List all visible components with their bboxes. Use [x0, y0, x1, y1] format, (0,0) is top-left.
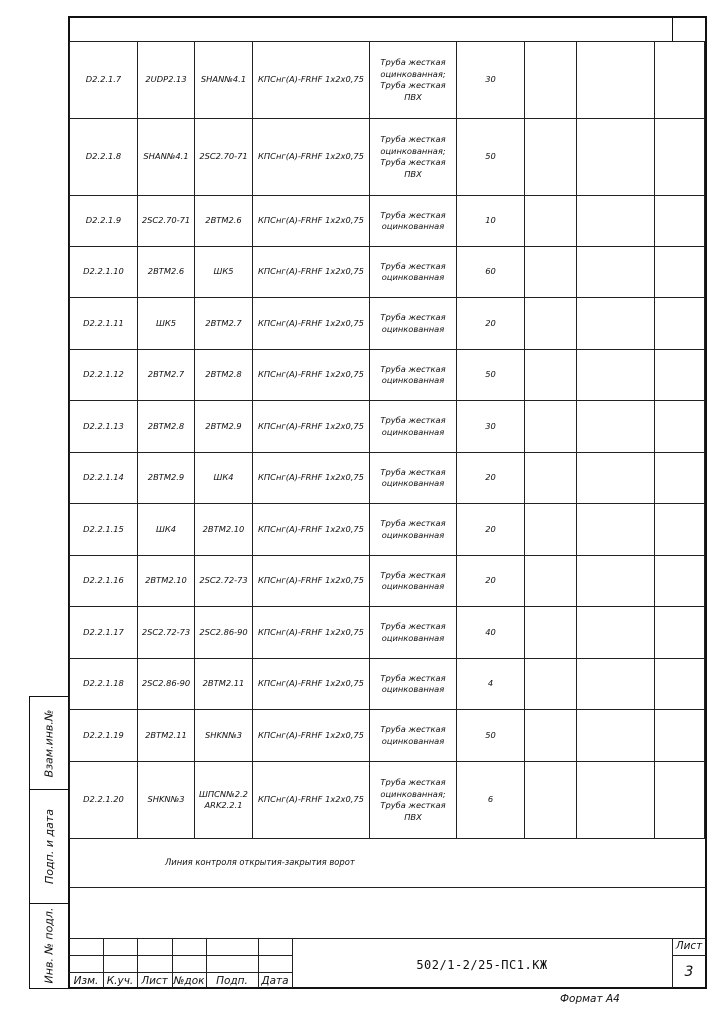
cell-id: D2.2.1.16 — [70, 556, 138, 607]
cell-empty — [655, 762, 705, 839]
cell-conduit: Труба жесткая оцинкованная — [370, 710, 457, 762]
cell-from: ШК4 — [138, 504, 195, 556]
cell-empty — [577, 504, 655, 556]
cell-empty — [577, 710, 655, 762]
tb-line — [69, 938, 706, 939]
cell-length: 20 — [457, 504, 525, 556]
cell-id: D2.2.1.12 — [70, 350, 138, 401]
cell-empty — [525, 298, 577, 350]
cell-conduit: Труба жесткая оцинкованная — [370, 350, 457, 401]
tb-label-kuch: К.уч. — [106, 975, 134, 987]
cell-empty — [655, 42, 705, 119]
cell-from: ШК5 — [138, 298, 195, 350]
cell-empty — [655, 196, 705, 247]
cable-table — [69, 41, 705, 839]
cell-conduit: Труба жесткая оцинкованная — [370, 659, 457, 710]
table-row — [70, 350, 705, 401]
cell-empty — [577, 42, 655, 119]
table-row — [70, 762, 705, 839]
cell-empty — [577, 659, 655, 710]
cell-conduit: Труба жесткая оцинкованная — [370, 504, 457, 556]
document-code: 502/1-2/25-ПС1.КЖ — [416, 958, 548, 972]
cell-conduit: Труба жесткая оцинкованная — [370, 453, 457, 504]
table-row — [70, 710, 705, 762]
cell-empty — [577, 607, 655, 659]
cell-cable: КПСнг(А)-FRHF 1х2х0,75 — [253, 247, 370, 298]
side-cell-podp — [30, 789, 68, 903]
tb-sheet-number: 3 — [684, 964, 694, 980]
cell-empty — [577, 401, 655, 453]
cell-cable: КПСнг(А)-FRHF 1х2х0,75 — [253, 196, 370, 247]
format-label: Формат А4 — [560, 993, 620, 1005]
cell-to: 2BTM2.11 — [195, 659, 253, 710]
cell-length: 10 — [457, 196, 525, 247]
cell-empty — [655, 453, 705, 504]
tb-label-podp: Подп. — [216, 975, 248, 987]
cell-cable: КПСнг(А)-FRHF 1х2х0,75 — [253, 401, 370, 453]
cell-from: 2SC2.86-90 — [138, 659, 195, 710]
cell-empty — [655, 401, 705, 453]
cell-empty — [655, 710, 705, 762]
cell-conduit: Труба жесткая оцинкованная — [370, 196, 457, 247]
tb-label-data: Дата — [261, 975, 289, 987]
table-row — [70, 119, 705, 196]
side-cell-vzam — [30, 697, 68, 789]
cell-cable: КПСнг(А)-FRHF 1х2х0,75 — [253, 42, 370, 119]
cell-empty — [655, 659, 705, 710]
tb-label-izm: Изм. — [73, 975, 99, 987]
cell-conduit: Труба жесткая оцинкованная; Труба жесткая ПВХ — [370, 762, 457, 839]
cell-from: 2BTM2.6 — [138, 247, 195, 298]
cell-to: 2BTM2.8 — [195, 350, 253, 401]
cell-length: 6 — [457, 762, 525, 839]
cell-empty — [525, 350, 577, 401]
cell-cable: КПСнг(А)-FRHF 1х2х0,75 — [253, 710, 370, 762]
cell-to: ШПСN№2.2 ARK2.2.1 — [195, 762, 253, 839]
cell-length: 20 — [457, 556, 525, 607]
cell-from: SHKN№3 — [138, 762, 195, 839]
cell-id: D2.2.1.10 — [70, 247, 138, 298]
cell-from: 2BTM2.8 — [138, 401, 195, 453]
cell-length: 60 — [457, 247, 525, 298]
table-row — [70, 607, 705, 659]
cell-from: 2UDP2.13 — [138, 42, 195, 119]
cell-cable: КПСнг(А)-FRHF 1х2х0,75 — [253, 504, 370, 556]
cell-to: 2BTM2.6 — [195, 196, 253, 247]
side-label-inv: Инв. № подл. — [42, 907, 56, 983]
cell-cable: КПСнг(А)-FRHF 1х2х0,75 — [253, 453, 370, 504]
cell-to: 2SC2.72-73 — [195, 556, 253, 607]
cell-to: 2BTM2.9 — [195, 401, 253, 453]
cell-empty — [525, 556, 577, 607]
cell-length: 4 — [457, 659, 525, 710]
cell-id: D2.2.1.13 — [70, 401, 138, 453]
cell-to: 2BTM2.7 — [195, 298, 253, 350]
cell-id: D2.2.1.8 — [70, 119, 138, 196]
cell-empty — [525, 504, 577, 556]
cell-conduit: Труба жесткая оцинкованная — [370, 298, 457, 350]
cell-empty — [655, 350, 705, 401]
cell-conduit: Труба жесткая оцинкованная — [370, 247, 457, 298]
table-row — [70, 504, 705, 556]
cell-id: D2.2.1.20 — [70, 762, 138, 839]
cell-empty — [577, 298, 655, 350]
cell-conduit: Труба жесткая оцинкованная; Труба жесткая ПВХ — [370, 119, 457, 196]
cell-id: D2.2.1.9 — [70, 196, 138, 247]
cell-empty — [525, 710, 577, 762]
cell-cable: КПСнг(А)-FRHF 1х2х0,75 — [253, 607, 370, 659]
table-row — [70, 659, 705, 710]
table-row — [70, 247, 705, 298]
cell-to: 2SC2.86-90 — [195, 607, 253, 659]
cell-to: 2SC2.70-71 — [195, 119, 253, 196]
cell-cable: КПСнг(А)-FRHF 1х2х0,75 — [253, 350, 370, 401]
cell-length: 30 — [457, 42, 525, 119]
cell-length: 40 — [457, 607, 525, 659]
cell-conduit: Труба жесткая оцинкованная — [370, 607, 457, 659]
table-row — [70, 42, 705, 119]
cell-empty — [655, 607, 705, 659]
cell-from: 2SC2.72-73 — [138, 607, 195, 659]
tb-sheet-label: Лист — [675, 940, 703, 952]
cell-empty — [577, 350, 655, 401]
cell-id: D2.2.1.18 — [70, 659, 138, 710]
cell-empty — [577, 196, 655, 247]
cell-cable: КПСнг(А)-FRHF 1х2х0,75 — [253, 762, 370, 839]
table-row — [70, 401, 705, 453]
cell-to: 2BTM2.10 — [195, 504, 253, 556]
table-row — [70, 453, 705, 504]
cell-from: 2BTM2.11 — [138, 710, 195, 762]
cell-id: D2.2.1.17 — [70, 607, 138, 659]
table-row — [70, 298, 705, 350]
cell-conduit: Труба жесткая оцинкованная — [370, 401, 457, 453]
sheet-corner-box — [672, 16, 707, 42]
cell-empty — [577, 247, 655, 298]
cell-to: ШК5 — [195, 247, 253, 298]
cell-cable: КПСнг(А)-FRHF 1х2х0,75 — [253, 659, 370, 710]
table-row — [70, 556, 705, 607]
cell-id: D2.2.1.15 — [70, 504, 138, 556]
cell-to: SHKN№3 — [195, 710, 253, 762]
cell-conduit: Труба жесткая оцинкованная — [370, 556, 457, 607]
cell-empty — [525, 762, 577, 839]
cell-empty — [525, 42, 577, 119]
cell-empty — [577, 119, 655, 196]
cell-empty — [525, 659, 577, 710]
tb-label-ndok: №док — [173, 975, 205, 987]
cell-length: 20 — [457, 298, 525, 350]
cell-id: D2.2.1.14 — [70, 453, 138, 504]
cell-id: D2.2.1.19 — [70, 710, 138, 762]
cell-from: 2BTM2.9 — [138, 453, 195, 504]
tb-line — [672, 955, 706, 956]
side-label-vzam: Взам.инв.№ — [42, 709, 56, 777]
cell-from: SHAN№4.1 — [138, 119, 195, 196]
cell-empty — [525, 196, 577, 247]
cell-to: ШК4 — [195, 453, 253, 504]
cell-empty — [655, 504, 705, 556]
cell-to: SHAN№4.1 — [195, 42, 253, 119]
tb-label-list: Лист — [141, 975, 168, 987]
table-row — [70, 196, 705, 247]
cell-empty — [525, 119, 577, 196]
cell-empty — [577, 762, 655, 839]
side-stamp — [29, 696, 69, 989]
cell-empty — [655, 298, 705, 350]
cell-length: 50 — [457, 119, 525, 196]
cell-from: 2SC2.70-71 — [138, 196, 195, 247]
cell-empty — [655, 247, 705, 298]
cell-cable: КПСнг(А)-FRHF 1х2х0,75 — [253, 119, 370, 196]
cell-empty — [655, 556, 705, 607]
cell-from: 2BTM2.7 — [138, 350, 195, 401]
cell-length: 30 — [457, 401, 525, 453]
cell-length: 20 — [457, 453, 525, 504]
cell-id: D2.2.1.7 — [70, 42, 138, 119]
cell-empty — [577, 556, 655, 607]
cell-empty — [525, 453, 577, 504]
cell-from: 2BTM2.10 — [138, 556, 195, 607]
note-text: Линия контроля открытия-закрытия ворот — [165, 857, 355, 867]
cell-length: 50 — [457, 350, 525, 401]
side-cell-inv — [30, 903, 68, 987]
cell-cable: КПСнг(А)-FRHF 1х2х0,75 — [253, 556, 370, 607]
cell-id: D2.2.1.11 — [70, 298, 138, 350]
cell-length: 50 — [457, 710, 525, 762]
cell-empty — [655, 119, 705, 196]
cell-conduit: Труба жесткая оцинкованная; Труба жесткая ПВХ — [370, 42, 457, 119]
cell-empty — [577, 453, 655, 504]
cell-cable: КПСнг(А)-FRHF 1х2х0,75 — [253, 298, 370, 350]
cell-empty — [525, 247, 577, 298]
side-label-podp: Подп. и дата — [42, 808, 56, 884]
cell-empty — [525, 401, 577, 453]
cell-empty — [525, 607, 577, 659]
